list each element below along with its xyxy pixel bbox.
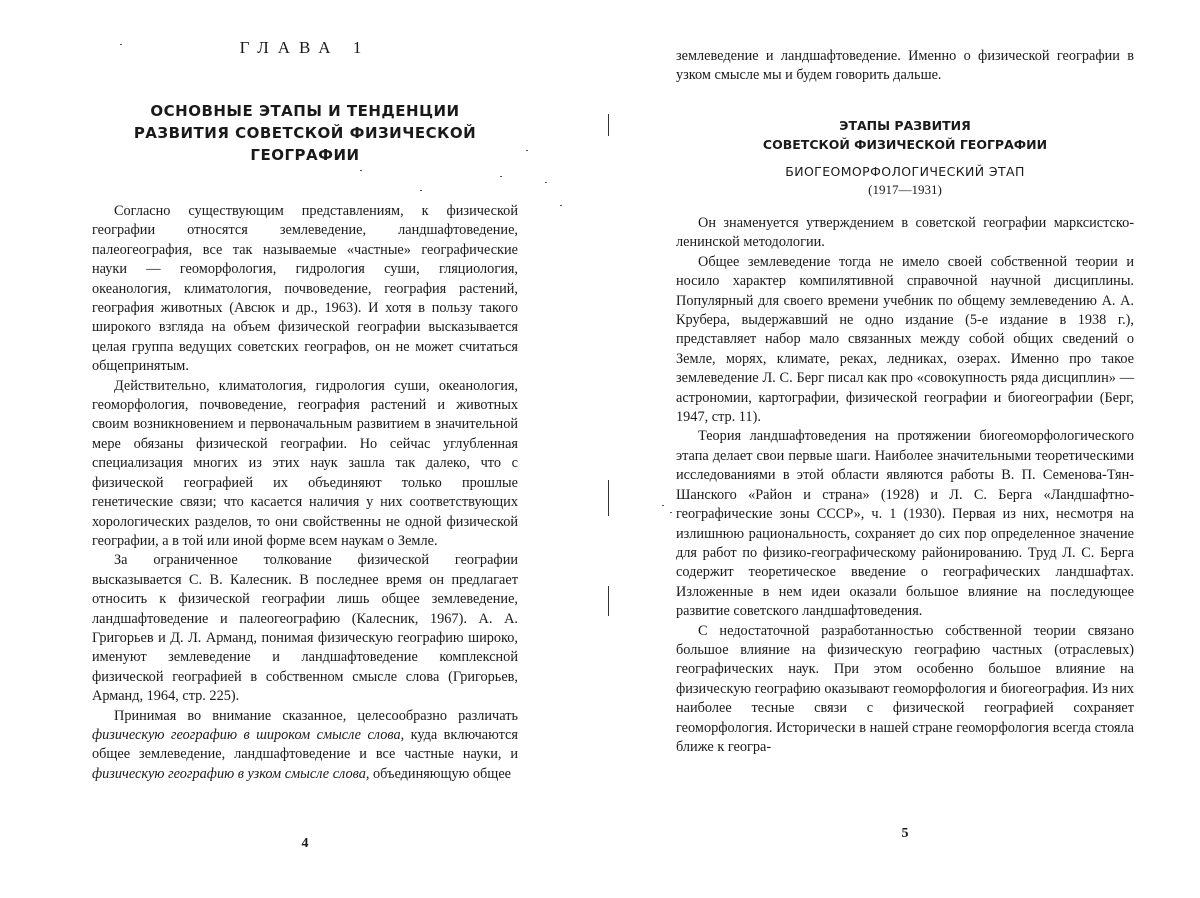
scan-speck [545,182,547,183]
scan-speck [670,512,672,513]
subsection-title: БИОГЕОМОРФОЛОГИЧЕСКИЙ ЭТАП [785,164,1025,179]
paragraph: Он знаменуется утверждением в советской географии марксистско-ленинской методологии. [676,215,1134,251]
left-page [92,0,518,898]
section-title [676,116,1134,154]
chapter-title-line: ОСНОВНЫЕ ЭТАПЫ И ТЕНДЕНЦИИ [150,102,460,120]
chapter-title [92,100,518,166]
text-run: , куда включаются общее землеведение, ландшафтоведение и все частные науки, и [92,726,518,763]
paragraph [92,707,518,785]
scan-speck [526,150,528,151]
right-body-text [676,214,1134,757]
text-run: объединяющую общее [369,765,512,782]
continued-text [676,47,1134,86]
italic-term: физическую географию в широком смысле слова [92,726,401,743]
scan-speck [560,205,562,206]
scan-speck [120,44,122,45]
page-number: 4 [301,836,309,851]
scan-speck [420,190,422,191]
paragraph: землеведение и ландшафтоведение. Именно о физической географии в узком смысле мы и будем говорить дальше. [676,48,1134,84]
right-page [676,0,1134,898]
chapter-title-line: РАЗВИТИЯ СОВЕТСКОЙ ФИЗИЧЕСКОЙ [133,124,477,142]
scan-artifact-line [608,586,609,616]
paragraph: Общее землеведение тогда не имело своей собственной теории и носило характер компилятивной справочной научной дисциплины. Популярный для своего времени учебник по общему землеведению А. А. Крубера, выдержавший не одно издание (5-е издание в 1938 г.), представляет набор мало связанных между собой общих сведений о Земле, морях, климате, реках, ледниках, озерах. Именно про такое землеведение Л. С. Берг писал как про «совокупность ряда дисциплин» — астрономии, картографии, физической географии и биогеографии (Берг, 1947, стр. 11). [676,253,1134,426]
left-body-text [92,202,518,784]
chapter-title-line: ГЕОГРАФИИ [250,146,360,164]
scan-speck [500,176,502,177]
section-title-line: СОВЕТСКОЙ ФИЗИЧЕСКОЙ ГЕОГРАФИИ [762,137,1048,152]
page-number: 5 [901,826,909,841]
paragraph: Согласно существующим представлениям, к физической географии относятся землеведение, ландшафтоведение, палеогеография, все так называемые «частные» географические науки — геоморфология, гидрология суши, гляциология, океанология, климатология, почвоведение, география растений, география животных (Авсюк и др., 1963). И хотя в пользу такого широкого взгляда на объем физической географии высказывается целая группа ведущих советских географов, он не может считаться общепринятым. [92,203,518,375]
text-run: Принимая во внимание сказанное, целесообразно различать [114,707,518,724]
paragraph: Действительно, климатология, гидрология суши, океанология, геоморфология, почвоведение, география растений и животных своим возникновением и первоначальным развитием в значительной мере обязаны физической географии. Но сейчас углубленная специализация многих из этих наук зашла так далеко, что с физической географией их объединяют только прошлые генетические связи; что касается наличия у них соответствующих хорологических разделов, то они свойственны не одной физической географии, а в той или иной форме всем наукам о Земле. [92,377,518,549]
scan-artifact-line [608,114,609,136]
chapter-label: ГЛАВА 1 [239,38,371,57]
paragraph: Теория ландшафтоведения на протяжении биогеоморфологического этапа делает свои первые шаги. Наиболее значительными теоретическими исследованиями в этой области являются работы В. П. Семенова-Тян-Шанского «Район и страна» (1928) и Л. С. Берга «Ландшафтно-географические зоны СССР», ч. 1 (1930). Первая из них, несмотря на излишнюю рациональность, сохраняет до сих пор определенное значение для работ по физико-географическому районированию. Труд Л. С. Берга содержит теоретическое введение о географических ландшафтах. Изложенные в нем идеи оказали большое влияние на последующее развитие советского ландшафтоведения. [676,428,1134,620]
scan-speck [360,170,362,171]
paragraph: С недостаточной разработанностью собственной теории связано большое влияние на физическую географию частных (отраслевых) географических наук. При этом особенно большое влияние на физическую географию оказывают геоморфология и биогеография. Из них наиболее тесные связи с физической географией сохраняет геоморфология. Исторически в нашей стране геоморфология всегда стояла ближе к геогра- [676,622,1134,755]
section-title-line: ЭТАПЫ РАЗВИТИЯ [839,118,971,133]
scan-artifact-line [608,480,609,516]
italic-term: физическую географию в узком смысле слова, [92,765,370,782]
paragraph: За ограниченное толкование физической географии высказывается С. В. Калесник. В последнее время он предлагает относить к физической географии лишь общее землеведение, ландшафтоведение и палеогеографию (Калесник, 1967). А. А. Григорьев и Д. Л. Арманд, понимая физическую географию широко, именуют землеведение и ландшафтоведение комплексной физической географией в собственном смысле слова (Григорьев, Арманд, 1964, стр. 225). [92,552,518,705]
subsection-years: (1917—1931) [868,182,942,197]
scan-speck [662,505,664,506]
